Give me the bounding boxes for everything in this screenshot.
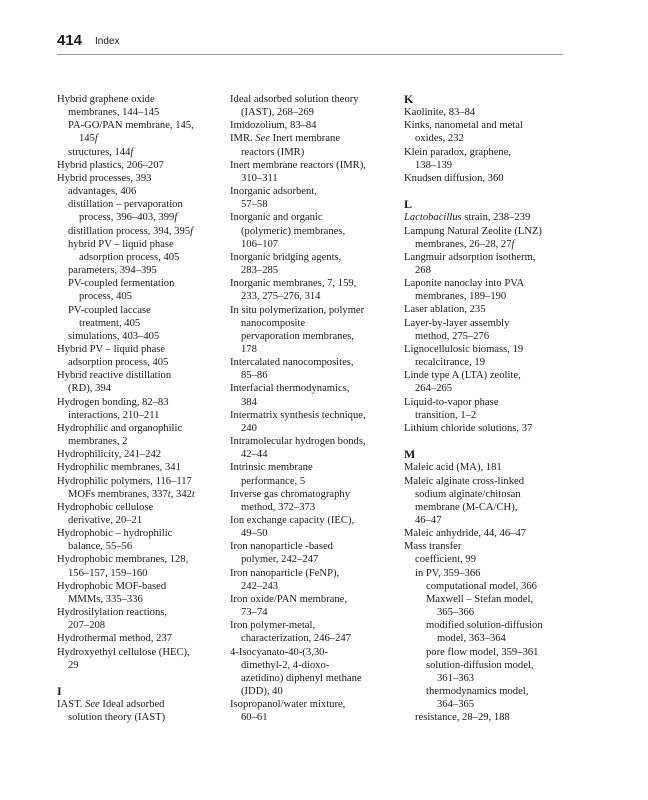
index-entry: Hydrophobic membranes, 128, [57,554,189,566]
index-entry: Langmuir adsorption isotherm, [404,251,536,263]
index-column-1 [57,93,223,724]
index-entry: Hydroxyethyl cellulose (HEC), [57,646,190,658]
index-entry: Layer-by-layer assembly [404,317,510,329]
index-entry: Intermatrix synthesis technique, [230,409,366,421]
index-subentry: computational model, 366 [426,580,537,592]
index-subentry: pervaporation membranes, [241,330,354,342]
index-entry: Hybrid PV – liquid phase [57,343,166,355]
index-subentry: 73–74 [241,607,268,619]
index-entry: Inverse gas chromatography [230,488,351,500]
index-entry: Hybrid processes, 393 [57,172,152,184]
index-subentry: 364–365 [437,699,475,711]
index-subentry: 138–139 [415,159,453,171]
index-entry: Maleic anhydride, 44, 46–47 [404,528,527,540]
index-subentry: MMMs, 335–336 [68,593,143,605]
index-subentry: 283–285 [241,265,279,277]
index-subentry: 145f [79,133,98,145]
index-entry: Laponite nanoclay into PVA [404,278,525,290]
index-entry: Maleic alginate cross-linked [404,475,525,487]
index-subentry: reactors (IMR) [241,146,305,158]
index-entry: Hydrophilic membranes, 341 [57,462,181,474]
index-subentry: 106–107 [241,238,279,250]
index-subentry: 46–47 [415,514,442,526]
index-subentry: simulations, 403–405 [68,330,160,342]
index-entry: Kinks, nanometal and metal [404,120,523,132]
index-subentry: performance, 5 [241,475,306,487]
index-subentry: balance, 55–56 [68,541,133,553]
index-subentry: MOFs membranes, 337t, 342t [68,488,195,500]
index-entry: Inorganic bridging agents, [230,251,342,263]
index-subentry: method, 372–373 [241,501,316,513]
index-subentry: process, 405 [79,291,132,303]
index-entry: Inorganic adsorbent, [230,186,317,198]
index-subentry: PV-coupled laccase [68,304,151,316]
index-subentry: derivative, 20–21 [68,515,143,526]
index-entry: Hybrid reactive distillation [57,370,172,382]
index-entry: 4-Isocyanato-40-(3,30- [230,646,328,658]
index-entry: Klein paradox, graphene, [404,146,512,158]
index-subentry: pore flow model, 359–361 [426,646,539,658]
index-entry: Linde type A (LTA) zeolite, [404,370,521,382]
index-entry: Intramolecular hydrogen bonds, [230,436,366,448]
section-letter: L [404,197,413,212]
index-entry: Inert membrane reactors (IMR), [230,159,366,171]
index-entry: Lampung Natural Zeolite (LNZ) [404,225,542,237]
index-entry: Hydrophilicity, 241–242 [57,449,162,461]
index-entry: Hydrophobic MOF-based [57,580,167,592]
index-subentry: 233, 275–276, 314 [241,291,321,303]
index-subentry: Maxwell – Stefan model, [426,593,534,605]
index-entry: Ideal adsorbed solution theory [230,94,359,105]
index-entry: Imidozolium, 83–84 [230,120,317,132]
index-subentry: (RD), 394 [68,383,111,395]
index-entry: Knudsen diffusion, 360 [404,172,504,184]
index-subentry: solution theory (IAST) [68,712,166,724]
index-subentry: 240 [241,422,257,434]
index-subentry: adsorption process, 405 [68,357,169,369]
index-entry: IMR. See Inert membrane [230,133,341,145]
index-subentry: membrane (M-CA/CH), [415,501,518,513]
index-column-3 [404,93,570,724]
index-subentry: oxides, 232 [415,133,464,145]
index-subentry: membranes, 26–28, 27f [415,238,515,250]
section-letter: K [404,92,414,106]
index-subentry: coefficient, 99 [415,554,476,566]
index-subentry: membranes, 189–190 [415,291,507,303]
index-subentry: modified solution-diffusion [426,620,543,632]
index-subentry: 85–86 [241,370,268,382]
section-spacer [57,672,223,685]
index-entry: Interfacial thermodynamics, [230,383,350,395]
index-entry: Hydrophilic polymers, 116–117 [57,475,192,487]
index-subentry: solution-diffusion model, [426,659,534,671]
index-subentry: azetidino) diphenyl methane [241,672,362,684]
index-entry: IAST. See Ideal adsorbed [57,699,165,711]
index-subentry: nanocomposite [241,317,306,329]
index-entry: In situ polymerization, polymer [230,304,365,316]
index-column-2 [230,93,396,725]
index-subentry: dimethyl-2, 4-dioxo- [241,659,330,671]
index-entry: Isopropanol/water mixture, [230,699,346,711]
index-subentry: (IAST), 268–269 [241,107,314,119]
index-entry: Ion exchange capacity (IEC), [230,515,355,526]
index-entry: Hydrophobic cellulose [57,501,154,513]
index-subentry: 310–311 [241,172,278,184]
index-subentry: 268 [415,265,431,277]
index-subentry: 178 [241,343,257,355]
index-subentry: resistance, 28–29, 188 [415,712,510,724]
index-entry: Mass transfer [404,541,462,553]
index-entry: Intrinsic membrane [230,462,313,474]
index-entry: Hybrid graphene oxide [57,94,155,105]
section-spacer [404,435,570,448]
index-entry: Hydrophobic – hydrophilic [57,528,173,540]
index-entry: Hydrogen bonding, 82–83 [57,396,169,408]
index-entry: Lignocellulosic biomass, 19 [404,343,524,355]
index-entry: Iron polymer-metal, [230,620,316,632]
index-subentry: characterization, 246–247 [241,633,352,645]
index-subentry: advantages, 406 [68,186,137,198]
index-entry: Inorganic and organic [230,212,323,224]
index-entry: Liquid-to-vapor phase [404,396,499,408]
index-subentry: 264–265 [415,383,453,395]
index-subentry: transition, 1–2 [415,409,477,421]
index-subentry: method, 275–276 [415,330,490,342]
index-subentry: PA-GO/PAN membrane, 145, [68,120,194,132]
index-subentry: 207–208 [68,620,106,632]
index-entry: Hydrophilic and organophilic [57,422,183,434]
index-subentry: structures, 144f [68,146,134,158]
index-subentry: 384 [241,396,257,408]
index-entry: Lactobacillus strain, 238–239 [404,212,531,224]
index-subentry: 29 [68,659,79,671]
index-subentry: treatment, 405 [79,317,141,329]
index-subentry: 365–366 [437,607,475,619]
index-subentry: polymer, 242–247 [241,554,319,566]
index-entry: Inorganic membranes, 7, 159, [230,278,357,290]
index-entry: Iron nanoparticle (FeNP), [230,567,340,579]
index-subentry: sodium alginate/chitosan [415,488,521,500]
index-subentry: (polymeric) membranes, [241,225,346,237]
index-subentry: hybrid PV – liquid phase [68,238,174,250]
index-subentry: in PV, 359–366 [415,567,481,579]
index-subentry: 42–44 [241,449,268,461]
section-letter: M [404,447,416,462]
index-entry: Kaolinite, 83–84 [404,107,476,119]
index-entry: Lithium chloride solutions, 37 [404,422,533,434]
index-subentry: 242–243 [241,580,279,592]
index-subentry: recalcitrance, 19 [415,357,485,369]
index-subentry: 49–50 [241,528,268,540]
index-subentry: membranes, 144–145 [68,107,160,119]
index-entry: Iron oxide/PAN membrane, [230,593,348,605]
running-head: Index [95,36,120,47]
index-subentry: 361–363 [437,672,475,684]
index-subentry: 60–61 [241,712,268,724]
index-subentry: model, 363–364 [437,633,506,645]
index-entry: Laser ablation, 235 [404,304,486,316]
index-entry: Hydrothermal method, 237 [57,633,173,645]
index-subentry: (IDD), 40 [241,686,283,698]
index-entry: Maleic acid (MA), 181 [404,462,502,474]
page-header [57,32,563,55]
index-entry: Hydrosilylation reactions, [57,607,168,619]
section-spacer [404,185,570,198]
index-subentry: distillation process, 394, 395f [68,225,194,237]
page-number: 414 [57,32,83,49]
index-entry: Hybrid plastics, 206–207 [57,159,164,171]
index-subentry: 57–58 [241,199,268,211]
section-letter: I [57,684,62,699]
index-subentry: parameters, 394–395 [68,265,157,277]
index-subentry: thermodynamics model, [426,686,529,697]
index-subentry: adsorption process, 405 [79,251,180,263]
index-entry: Iron nanoparticle -based [230,541,333,553]
index-subentry: distillation – pervaporation [68,199,183,211]
index-entry: Intercalated nanocomposites, [230,357,354,369]
index-subentry: process, 396–403, 399f [79,212,178,224]
index-subentry: 156–157, 159–160 [68,567,148,579]
index-subentry: membranes, 2 [68,436,128,448]
index-subentry: interactions, 210–211 [68,409,160,421]
index-subentry: PV-coupled fermentation [68,278,175,290]
